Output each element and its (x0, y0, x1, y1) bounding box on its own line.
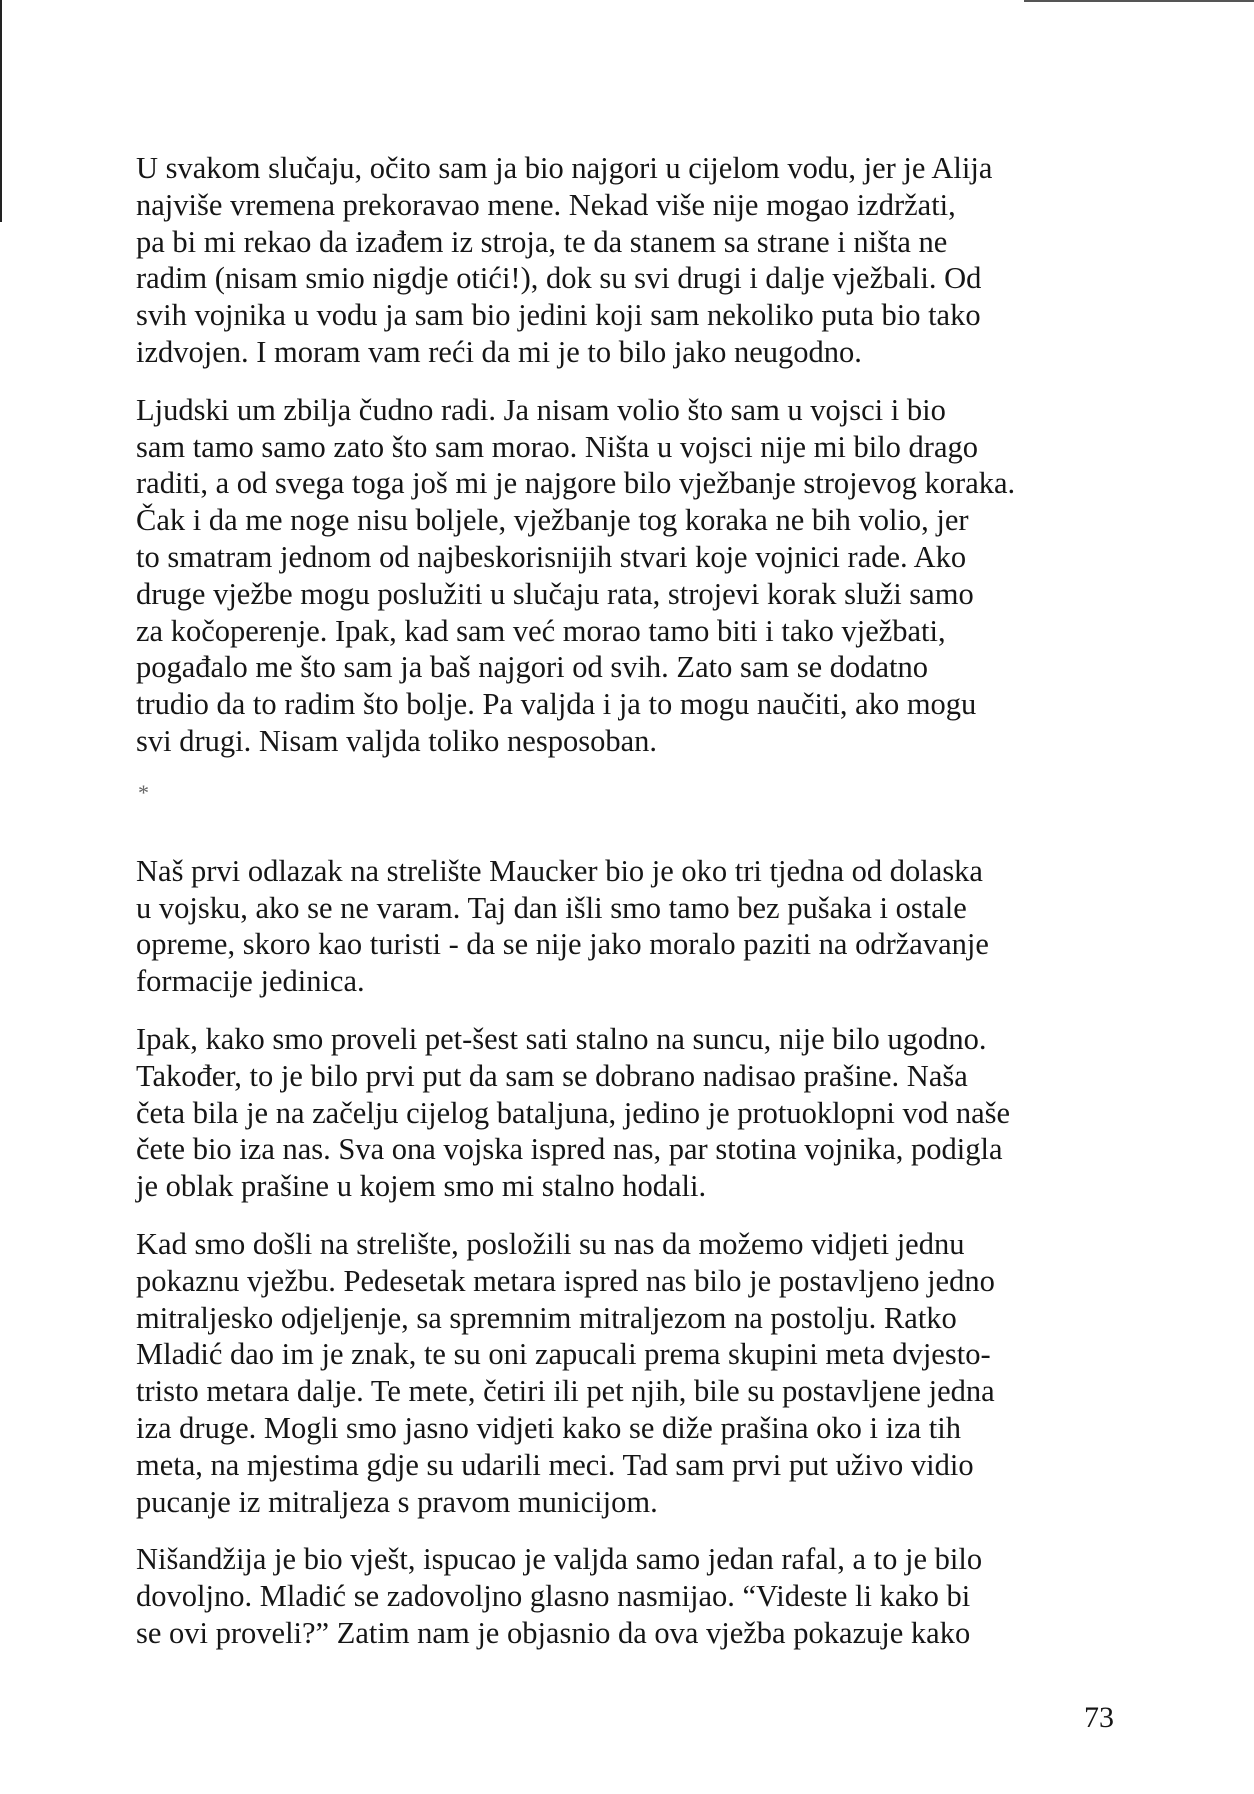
text-line: izdvojen. I moram vam reći da mi je to bilo jako neugodno. (136, 334, 862, 369)
page-body (136, 150, 1126, 1673)
paragraph (136, 853, 1126, 1000)
text-line: Također, to je bilo prvi put da sam se dobrano nadisao prašine. Naša (136, 1058, 968, 1093)
text-line: Čak i da me noge nisu boljele, vježbanje tog koraka ne bih volio, jer (136, 503, 969, 538)
page-number: 73 (1084, 1701, 1114, 1734)
text-line: svi drugi. Nisam valjda toliko nesposoban. (136, 723, 657, 758)
text-line: Kad smo došli na strelište, posložili su nas da možemo vidjeti jednu (136, 1226, 965, 1261)
text-line: se ovi proveli?” Zatim nam je objasnio da ova vježba pokazuje kako (136, 1615, 971, 1650)
text-line: iza druge. Mogli smo jasno vidjeti kako se diže prašina oko i iza tih (136, 1410, 962, 1445)
paragraph (136, 1541, 1126, 1651)
text-line: pogađalo me što sam ja baš najgori od svih. Zato sam se dodatno (136, 650, 929, 685)
paragraph (136, 392, 1126, 760)
paragraph (136, 1226, 1126, 1520)
text-line: radim (nisam smio nigdje otići!), dok su svi drugi i dalje vježbali. Od (136, 261, 982, 296)
text-line: svih vojnika u vodu ja sam bio jedini koji sam nekoliko puta bio tako (136, 298, 981, 333)
text-line: dovoljno. Mladić se zadovoljno glasno nasmijao. “Videste li kako bi (136, 1579, 971, 1614)
text-line: Mladić dao im je znak, te su oni zapucali prema skupini meta dvjesto- (136, 1337, 991, 1372)
paragraph (136, 1021, 1126, 1205)
text-line: Ipak, kako smo proveli pet-šest sati stalno na suncu, nije bilo ugodno. (136, 1021, 987, 1056)
text-line: sam tamo samo zato što sam morao. Ništa u vojsci nije mi bilo drago (136, 429, 978, 464)
text-line: meta, na mjestima gdje su udarili meci. Tad sam prvi put uživo vidio (136, 1447, 974, 1482)
text-line: druge vježbe mogu poslužiti u slučaju rata, strojevi korak služi samo (136, 576, 974, 611)
paragraph (136, 150, 1126, 371)
text-line: najviše vremena prekoravao mene. Nekad više nije mogao izdržati, (136, 187, 956, 222)
text-line: Nišandžija je bio vješt, ispucao je valjda samo jedan rafal, a to je bilo (136, 1542, 983, 1577)
text-line: čete bio iza nas. Sva ona vojska ispred nas, par stotina vojnika, podigla (136, 1132, 1003, 1167)
text-line: to smatram jednom od najbeskorisnijih stvari koje vojnici rade. Ako (136, 539, 967, 574)
text-line: U svakom slučaju, očito sam ja bio najgori u cijelom vodu, jer je Alija (136, 151, 993, 185)
text-line: opreme, skoro kao turisti - da se nije jako moralo paziti na održavanje (136, 927, 989, 962)
text-line: pucanje iz mitraljeza s pravom municijom. (136, 1484, 658, 1519)
text-line: Ljudski um zbilja čudno radi. Ja nisam volio što sam u vojsci i bio (136, 392, 946, 427)
text-line: Naš prvi odlazak na strelište Maucker bio je oko tri tjedna od dolaska (136, 853, 983, 888)
section-separator: * (138, 779, 149, 805)
text-line: trudio da to radim što bolje. Pa valjda i ja to mogu naučiti, ako mogu (136, 687, 977, 722)
text-line: raditi, a od svega toga još mi je najgore bilo vježbanje strojevog koraka. (136, 466, 1016, 501)
text-line: tristo metara dalje. Te mete, četiri ili pet njih, bile su postavljene jedna (136, 1374, 995, 1409)
scan-left-edge (0, 0, 2, 222)
text-line: formacije jedinica. (136, 964, 365, 999)
text-line: pa bi mi rekao da izađem iz stroja, te da stanem sa strane i ništa ne (136, 224, 948, 259)
text-line: mitraljesko odjeljenje, sa spremnim mitraljezom na postolju. Ratko (136, 1300, 957, 1335)
text-line: je oblak prašine u kojem smo mi stalno hodali. (136, 1169, 707, 1204)
text-line: za kočoperenje. Ipak, kad sam već morao tamo biti i tako vježbati, (136, 613, 946, 648)
text-line: pokaznu vježbu. Pedesetak metara ispred nas bilo je postavljeno jedno (136, 1263, 995, 1298)
text-line: četa bila je na začelju cijelog bataljuna, jedino je protuoklopni vod naše (136, 1095, 1011, 1130)
text-line: u vojsku, ako se ne varam. Taj dan išli smo tamo bez pušaka i ostale (136, 890, 967, 925)
scan-top-edge (1024, 0, 1254, 2)
